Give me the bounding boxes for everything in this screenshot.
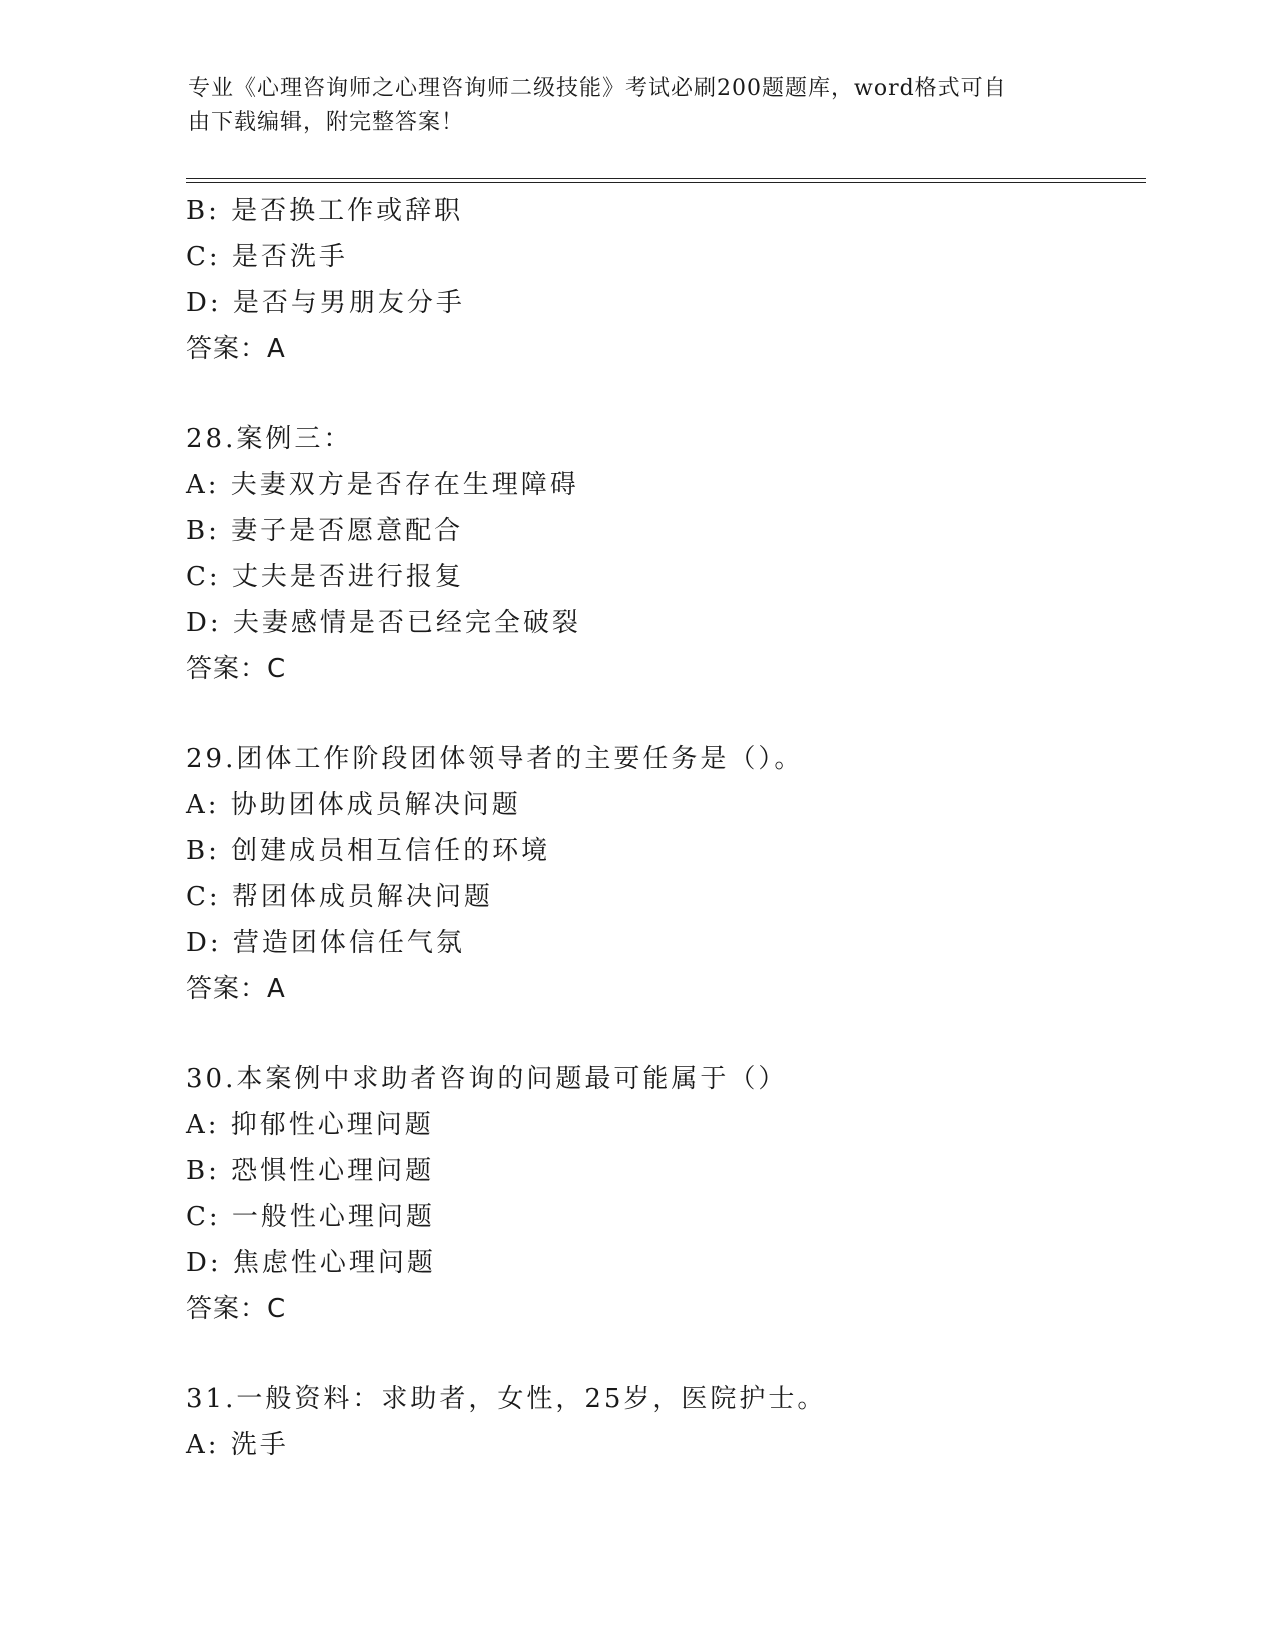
question-title: 31.一般资料：求助者，女性，25岁，医院护士。 xyxy=(186,1384,827,1414)
header-divider-bottom xyxy=(186,182,1146,183)
question-block xyxy=(186,416,1146,692)
option-line: D: 是否与男朋友分手 xyxy=(186,288,465,318)
question-title: 28.案例三： xyxy=(186,424,353,454)
option-line: C: 帮团体成员解决问题 xyxy=(186,882,493,912)
header-line-1: 专业《心理咨询师之心理咨询师二级技能》考试必刷200题题库，word格式可自 xyxy=(188,76,1007,101)
option-line: D: 营造团体信任气氛 xyxy=(186,928,465,958)
question-title: 30.本案例中求助者咨询的问题最可能属于（） xyxy=(186,1064,788,1094)
header-divider-top xyxy=(186,178,1146,179)
header-line-2: 由下载编辑，附完整答案！ xyxy=(188,110,465,135)
question-list xyxy=(186,188,1146,1468)
option-line: C: 是否洗手 xyxy=(186,242,348,272)
block-spacer xyxy=(186,692,1146,736)
option-line: A: 抑郁性心理问题 xyxy=(186,1110,434,1140)
option-line: B: 创建成员相互信任的环境 xyxy=(186,836,551,866)
answer-line: 答案：C xyxy=(186,654,287,684)
option-line: A: 洗手 xyxy=(186,1430,289,1460)
block-spacer xyxy=(186,1012,1146,1056)
option-line: C: 丈夫是否进行报复 xyxy=(186,562,464,592)
option-line: C: 一般性心理问题 xyxy=(186,1202,435,1232)
option-line: D: 夫妻感情是否已经完全破裂 xyxy=(186,608,581,638)
document-header xyxy=(188,72,1088,140)
block-spacer xyxy=(186,1332,1146,1376)
option-line: B: 妻子是否愿意配合 xyxy=(186,516,464,546)
block-spacer xyxy=(186,372,1146,416)
answer-line: 答案：C xyxy=(186,1294,287,1324)
answer-line: 答案：A xyxy=(186,974,286,1004)
option-line: B: 是否换工作或辞职 xyxy=(186,196,464,226)
option-line: D: 焦虑性心理问题 xyxy=(186,1248,436,1278)
question-title: 29.团体工作阶段团体领导者的主要任务是（）。 xyxy=(186,744,804,774)
question-block xyxy=(186,736,1146,1012)
answer-line: 答案：A xyxy=(186,334,286,364)
option-line: A: 协助团体成员解决问题 xyxy=(186,790,521,820)
question-block xyxy=(186,188,1146,372)
question-block xyxy=(186,1056,1146,1332)
option-line: B: 恐惧性心理问题 xyxy=(186,1156,435,1186)
option-line: A: 夫妻双方是否存在生理障碍 xyxy=(186,470,579,500)
question-block xyxy=(186,1376,1146,1468)
